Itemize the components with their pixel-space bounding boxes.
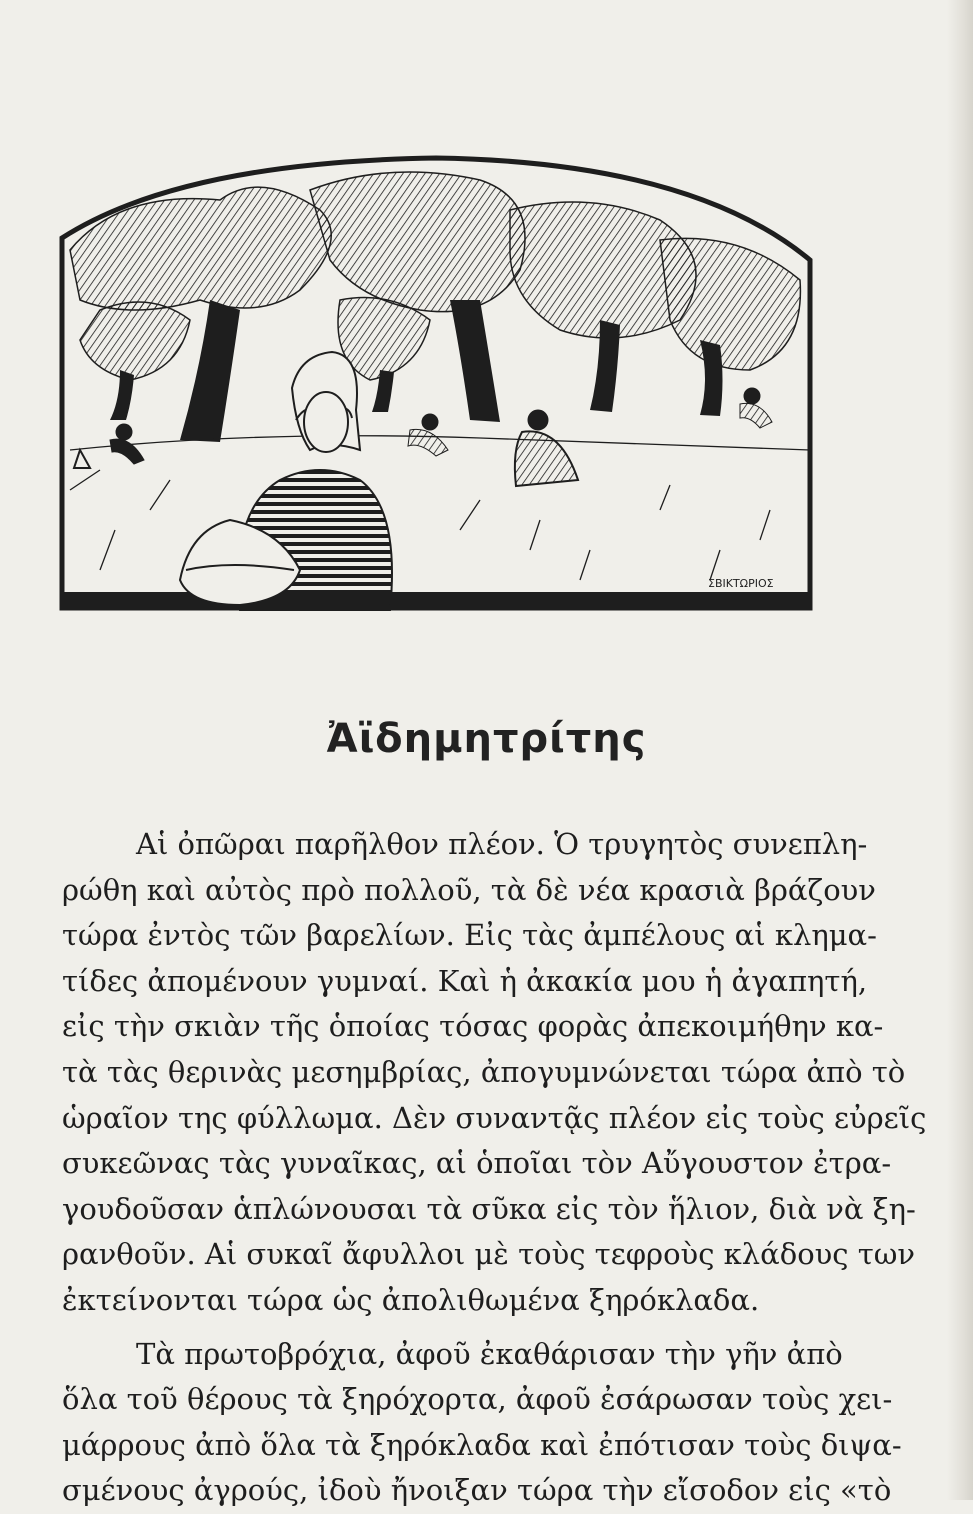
paragraph — [62, 1332, 902, 1514]
text-line: Αἱ ὀπῶραι παρῆλθον πλέον. Ὁ τρυγητὸς συνεπλη- — [136, 827, 868, 861]
illustration-base — [60, 592, 812, 608]
text-line: συκεῶνας τὰς γυναῖκας, αἱ ὁποῖαι τὸν Αὔγουστον ἐτρα- — [62, 1146, 892, 1181]
artist-signature: ΣΒΙΚΤΩΡΙΟΣ — [708, 577, 774, 590]
text-line: ὅλα τοῦ θέρους τὰ ξηρόχορτα, ἀφοῦ ἐσάρωσαν τοὺς χει- — [62, 1382, 893, 1417]
text-line: Τὰ πρωτοβρόχια, ἀφοῦ ἐκαθάρισαν τὴν γῆν ἀπὸ — [136, 1336, 843, 1371]
text-line: μάρρους ἀπὸ ὅλα τὰ ξηρόκλαδα καὶ ἐπότισαν τοὺς διψα- — [62, 1427, 902, 1462]
tree-canopy — [70, 172, 800, 380]
body-text — [62, 822, 927, 1514]
chapter-title: Ἀϊδημητρίτης — [326, 716, 647, 762]
paragraph — [62, 822, 927, 1324]
text-line: γουδοῦσαν ἁπλώνουσαι τὰ σῦκα εἰς τὸν ἥλιον, διὰ νὰ ξη- — [62, 1191, 916, 1226]
background-gatherers — [74, 388, 772, 486]
text-line: σμένους ἀγρούς, ἰδοὺ ἤνοιξαν τώρα τὴν εἴσοδον εἰς «τὸ — [62, 1473, 892, 1508]
text-line: εἰς τὴν σκιὰν τῆς ὁποίας τόσας φορὰς ἀπεκοιμήθην κα- — [62, 1009, 884, 1044]
text-line: τίδες ἀπομένουν γυμναί. Καὶ ἡ ἀκακία μου ἡ ἀγαπητή, — [62, 963, 868, 998]
woodcut-svg — [60, 150, 812, 610]
text-line: ρώθη καὶ αὐτὸς πρὸ πολλοῦ, τὰ δὲ νέα κρασιὰ βράζουν — [62, 872, 876, 907]
olive-grove-illustration — [60, 150, 812, 610]
text-line: τώρα ἐντὸς τῶν βαρελίων. Εἰς τὰς ἀμπέλους αἱ κλημα- — [62, 918, 877, 953]
ground-lines — [70, 436, 810, 580]
text-line: ρανθοῦν. Αἱ συκαῖ ἄφυλλοι μὲ τοὺς τεφροὺς κλάδους των — [62, 1237, 916, 1272]
text-line: ἐκτείνονται τώρα ὡς ἀπολιθωμένα ξηρόκλαδα. — [62, 1282, 760, 1317]
text-line: τὰ τὰς θερινὰς μεσημβρίας, ἀπογυμνώνεται τώρα ἀπὸ τὸ — [62, 1054, 906, 1089]
text-line: ὡραῖον της φύλλωμα. Δὲν συναντᾷς πλέον εἰς τοὺς εὐρεῖς — [62, 1100, 927, 1135]
